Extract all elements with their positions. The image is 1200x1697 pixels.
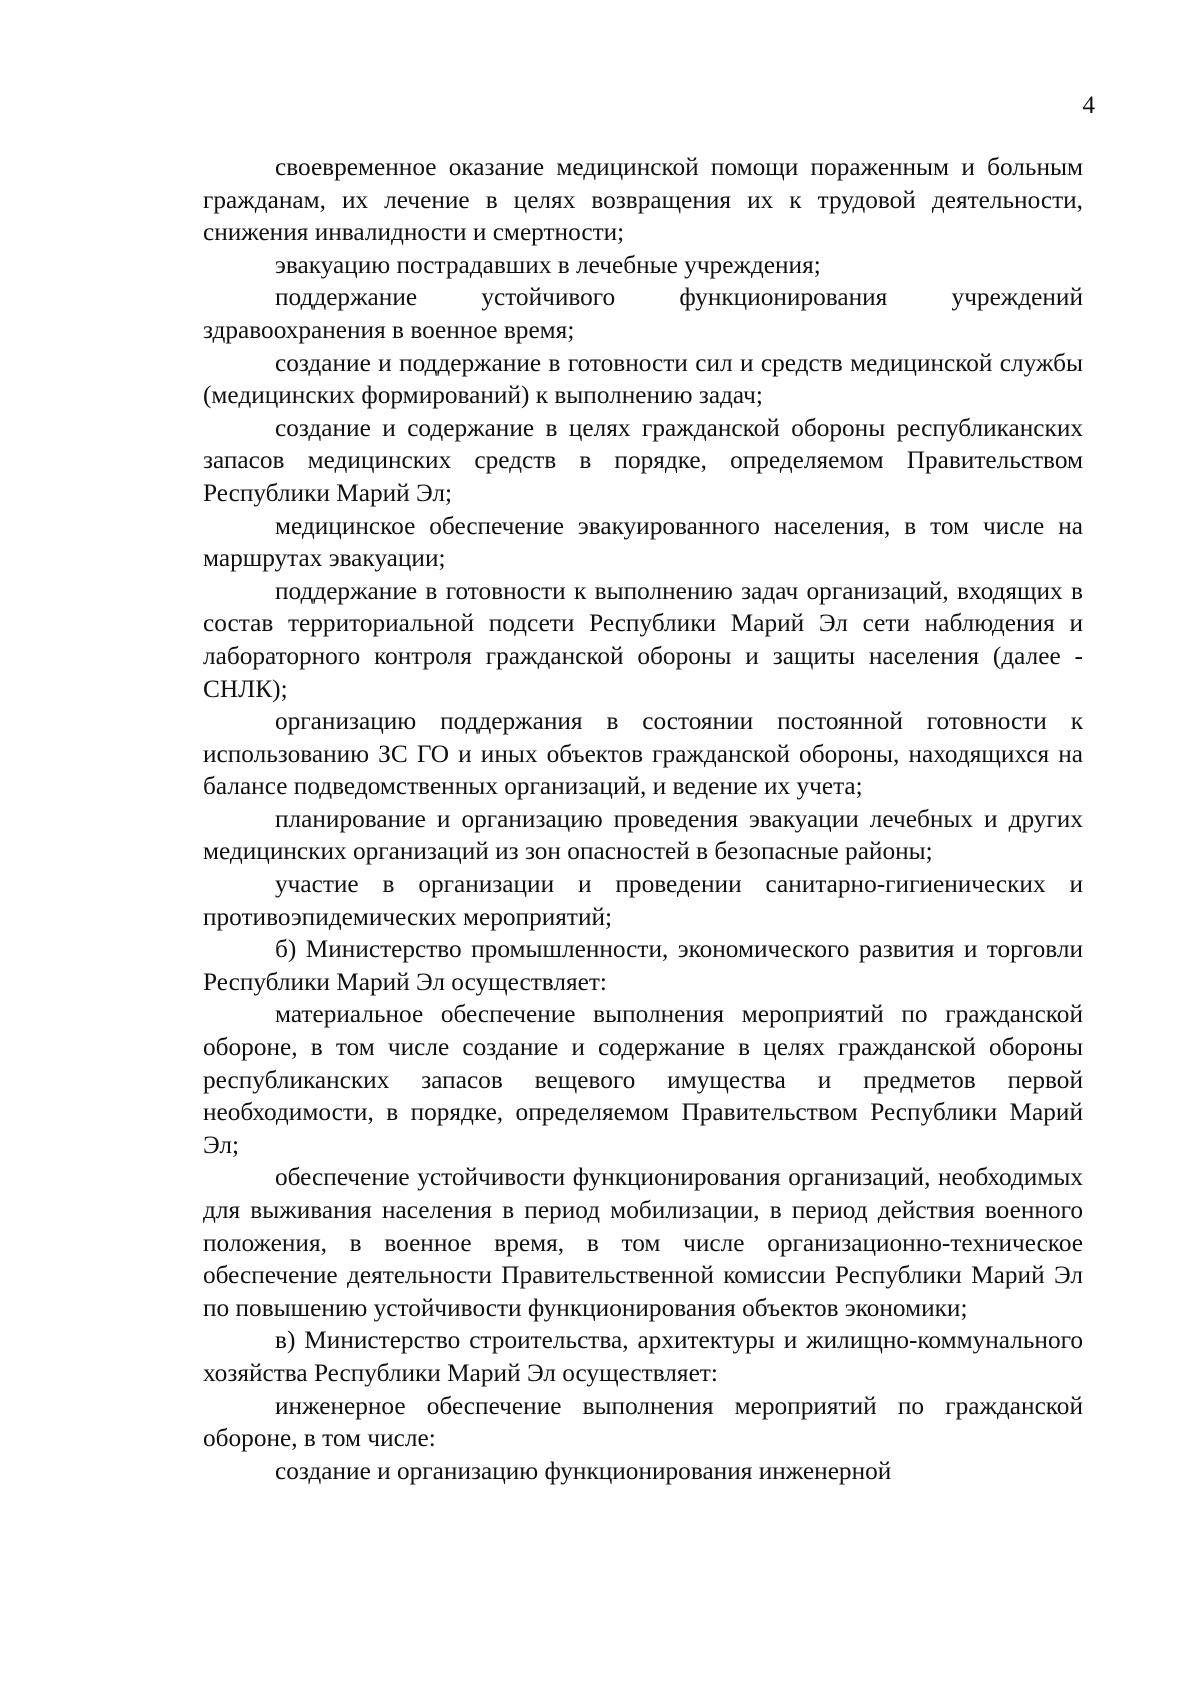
paragraph: поддержание в готовности к выполнению задач организаций, входящих в состав территориальной подсети Республики Марий Эл сети наблюдения и лабораторного контроля гражданской обороны и защиты населения (далее - СНЛК); (203, 576, 1083, 703)
paragraph: обеспечение устойчивости функционирования организаций, необходимых для выживания населения в период мобилизации, в период действия военного положения, в военное время, в том числе организационно-техническое обеспечение деятельности Правительственной комиссии Республики Марий Эл по повышению устойчивости функционирования объектов экономики; (203, 1163, 1083, 1322)
paragraph: б) Министерство промышленности, экономического развития и торговли Республики Марий Эл осуществляет: (203, 935, 1083, 996)
paragraph: участие в организации и проведении санитарно-гигиенических и противоэпидемических мероприятий; (203, 870, 1083, 931)
paragraph: медицинское обеспечение эвакуированного населения, в том числе на маршрутах эвакуации; (203, 511, 1083, 573)
paragraph: инженерное обеспечение выполнения мероприятий по гражданской обороне, в том числе: (203, 1391, 1083, 1453)
paragraph: создание и организацию функционирования инженерной (275, 1456, 892, 1485)
paragraph: организацию поддержания в состоянии постоянной готовности к использованию ЗС ГО и иных объектов гражданской обороны, находящихся на балансе подведомственных организаций, и ведение их учета; (203, 707, 1083, 801)
page-number: 4 (1082, 92, 1095, 119)
paragraph: эвакуацию пострадавших в лечебные учреждения; (275, 250, 821, 279)
paragraph: материальное обеспечение выполнения мероприятий по гражданской обороне, в том числе создание и содержание в целях гражданской обороны республиканских запасов вещевого имущества и предметов первой необходимости, в порядке, определяемом Правительством Республики Марий Эл; (203, 1000, 1083, 1159)
paragraph: создание и содержание в целях гражданской обороны республиканских запасов медицинских средств в порядке, определяемом Правительством Республики Марий Эл; (203, 413, 1083, 507)
paragraph: планирование и организацию проведения эвакуации лечебных и других медицинских организаций из зон опасностей в безопасные районы; (203, 804, 1083, 866)
document-body (203, 151, 1083, 1487)
paragraph: своевременное оказание медицинской помощи пораженным и больным гражданам, их лечение в целях возвращения их к трудовой деятельности, снижения инвалидности и смертности; (203, 153, 1083, 247)
paragraph: создание и поддержание в готовности сил и средств медицинской службы (медицинских формирований) к выполнению задач; (203, 348, 1083, 410)
paragraph: в) Министерство строительства, архитектуры и жилищно-коммунального хозяйства Республики Марий Эл осуществляет: (203, 1326, 1083, 1387)
paragraph: поддержание устойчивого функционирования учреждений здравоохранения в военное время; (203, 283, 1083, 344)
